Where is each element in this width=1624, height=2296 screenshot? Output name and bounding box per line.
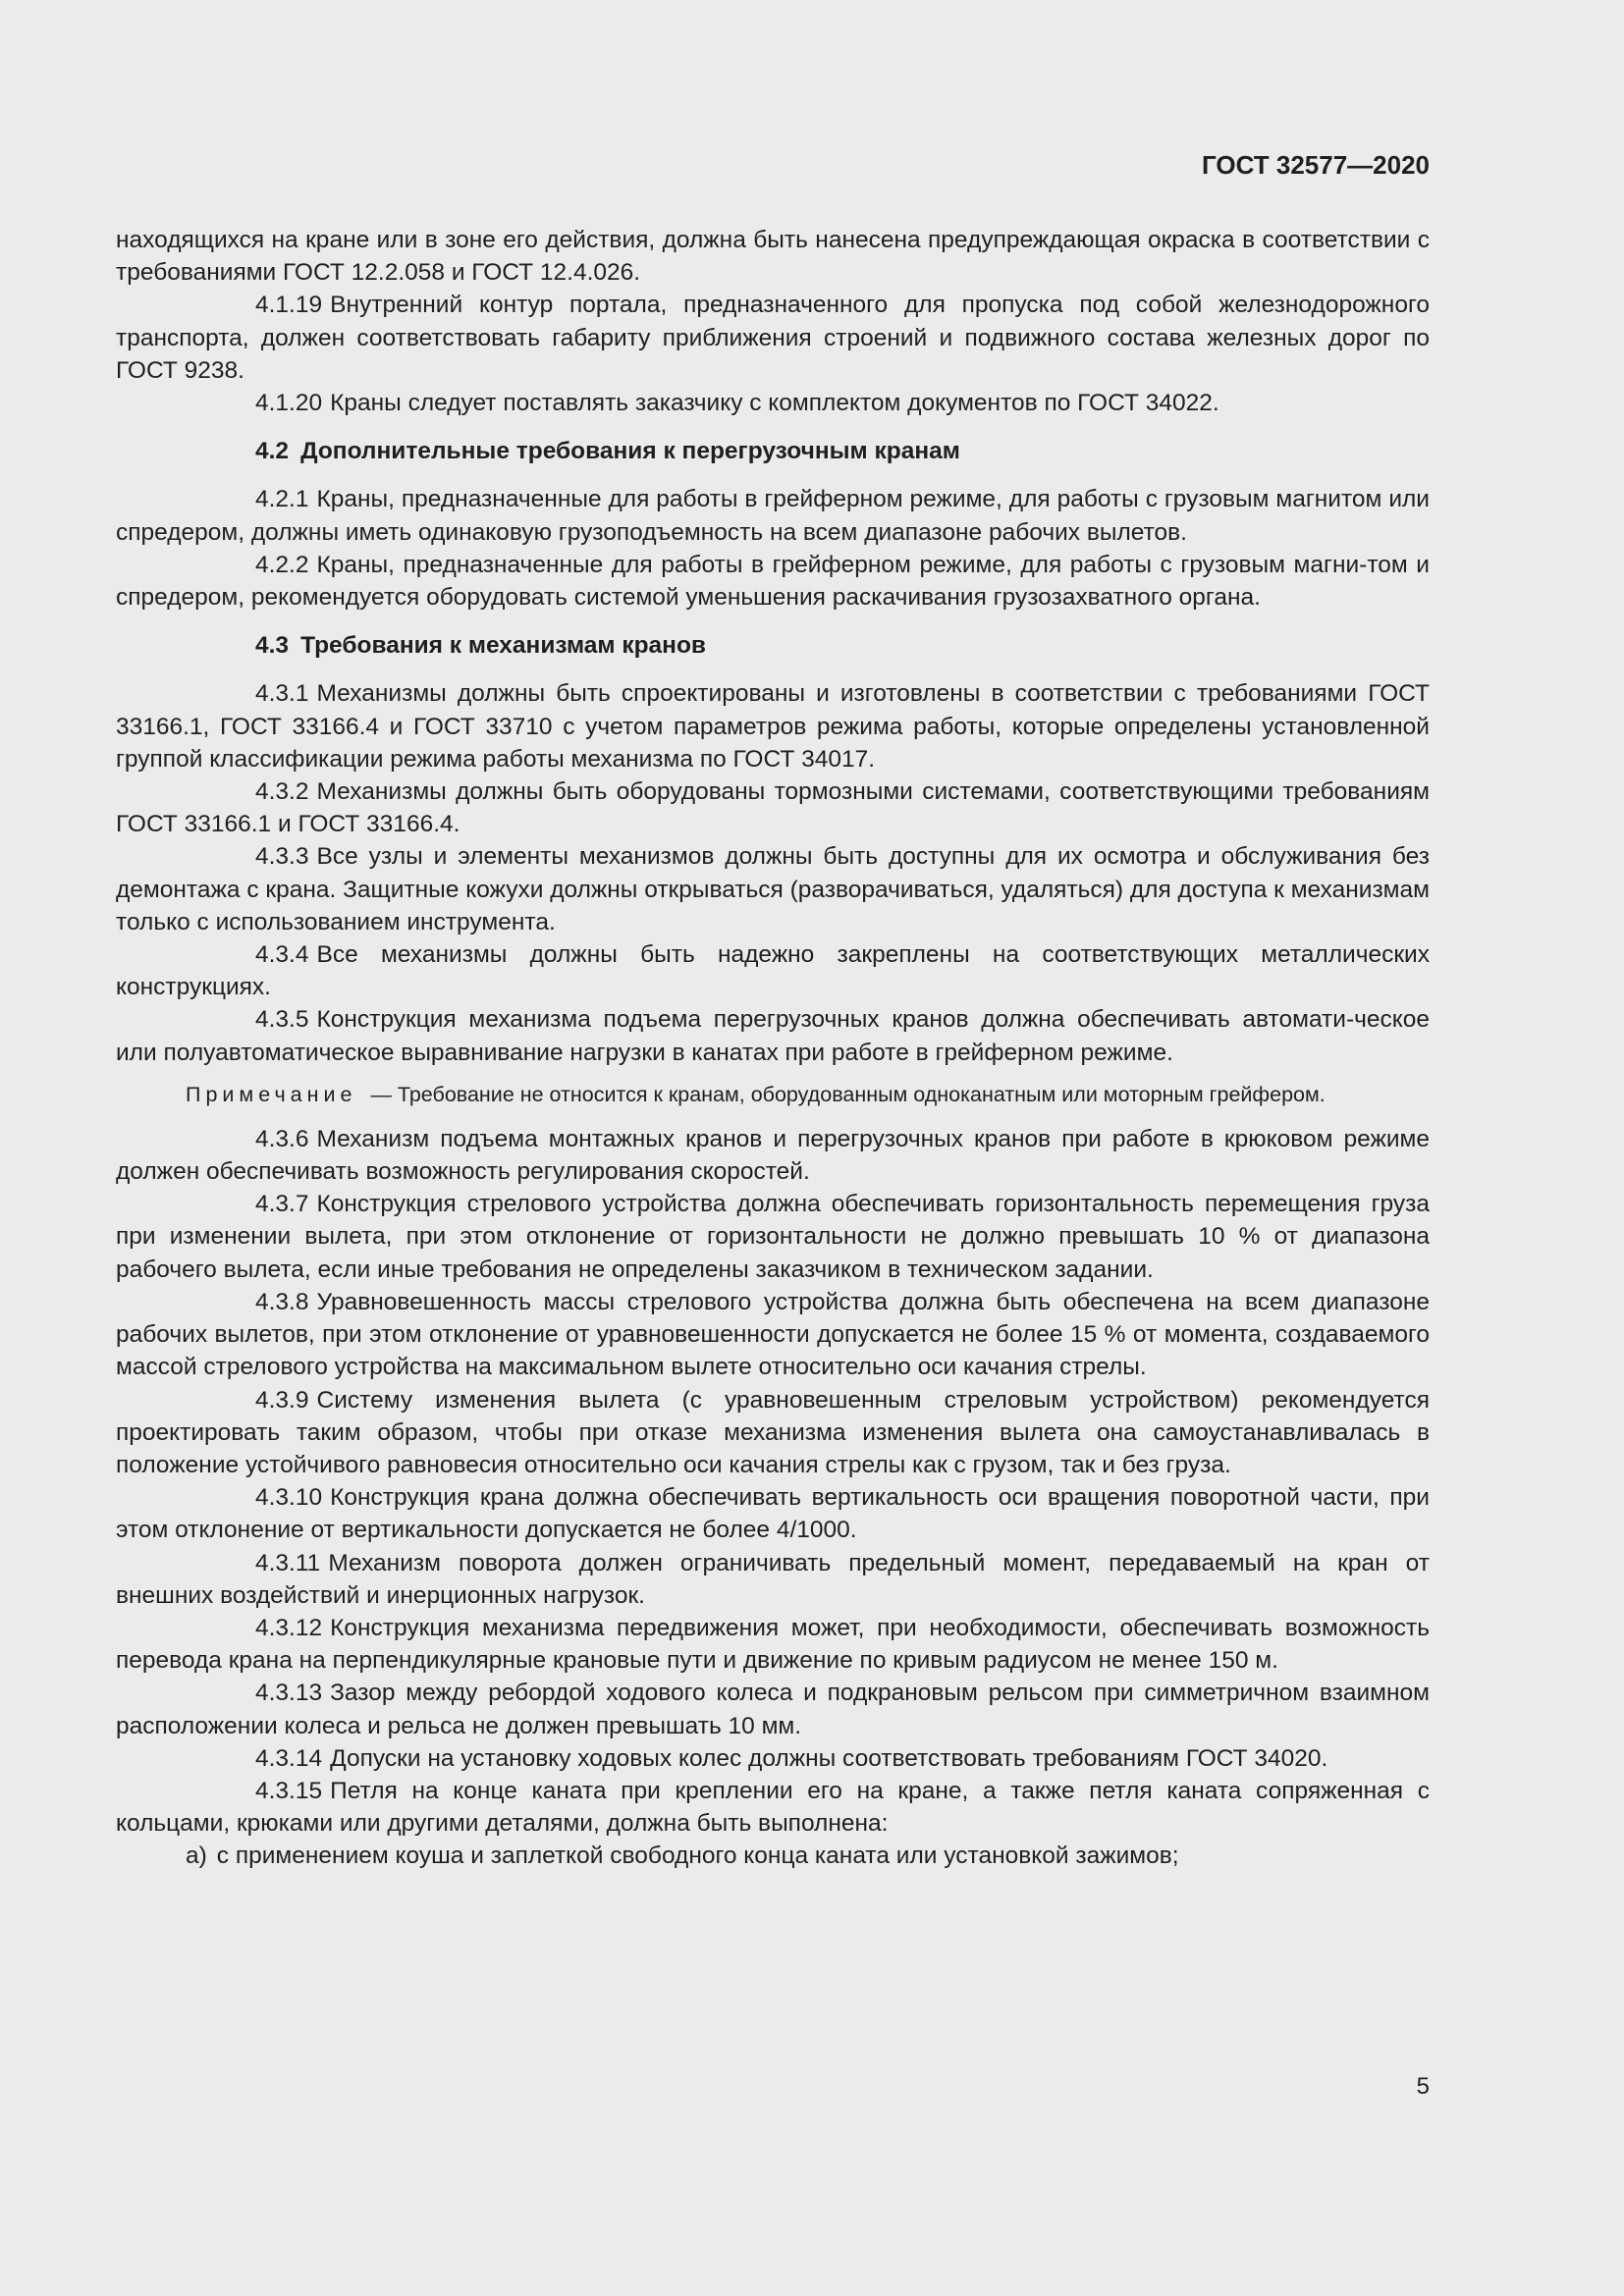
clause-number: 4.3.11 xyxy=(255,1549,321,1576)
clause-number: 4.3.8 xyxy=(255,1288,309,1315)
clause-text: Петля на конце каната при креплении его на кране, а также петля каната сопряженная с кольцами, крюками или другими деталями, должна быть выполнена: xyxy=(116,1777,1430,1838)
clause-4-3-8 xyxy=(116,1286,1430,1384)
clause-text: Конструкция стрелового устройства должна обеспечивать горизонтальность перемещения груза при изменении вылета, при этом отклонение от горизонтальности не должно превышать 10 % от диапазона рабочего вылета, если иные требования не определены заказчиком в техническом задании. xyxy=(116,1191,1430,1283)
note-label: Примечание xyxy=(186,1082,357,1106)
intro-paragraph: находящихся на кране или в зоне его действия, должна быть нанесена предупреждающая окраска в соответствии с требованиями ГОСТ 12.2.058 и ГОСТ 12.4.026. xyxy=(116,227,1430,287)
clause-4-3-9 xyxy=(116,1384,1430,1482)
clause-number: 4.3.13 xyxy=(255,1680,323,1707)
clause-4-3-14 xyxy=(116,1742,1430,1775)
clause-text: Механизм поворота должен ограничивать предельный момент, передаваемый на кран от внешних воздействий и инерционных нагрузок. xyxy=(116,1549,1430,1609)
section-heading-4-3 xyxy=(116,629,1430,662)
clause-text: Все механизмы должны быть надежно закреплены на соответствующих металлических конструкциях. xyxy=(116,941,1430,1001)
clause-text: Все узлы и элементы механизмов должны быть доступны для их осмотра и обслуживания без демонтажа с крана. Защитные кожухи должны открываться (разворачиваться, удаляться) для доступа к механизмам только с использованием инструмента. xyxy=(116,843,1430,935)
page-number: 5 xyxy=(1416,2073,1430,2100)
clause-text: Допуски на установку ходовых колес должны соответствовать требованиям ГОСТ 34020. xyxy=(330,1744,1328,1772)
clause-4-3-4 xyxy=(116,938,1430,1003)
clause-text: Уравновешенность массы стрелового устройства должна быть обеспечена на всем диапазоне рабочих вылетов, при этом отклонение от уравновешенности допускается не более 15 % от момента, создаваемого массой стрелового устройства на максимальном вылете относительно оси качания стрелы. xyxy=(116,1288,1430,1381)
clause-4-3-12 xyxy=(116,1612,1430,1677)
clause-4-3-10 xyxy=(116,1481,1430,1546)
clause-text: Краны, предназначенные для работы в грейферном режиме, для работы с грузовым магнитом или спредером, должны иметь одинаковую грузоподъемность на всем диапазоне рабочих вылетов. xyxy=(116,486,1430,546)
clause-number: 4.3.2 xyxy=(255,778,309,806)
clause-number: 4.1.20 xyxy=(255,390,323,417)
clause-text: Механизм подъема монтажных кранов и перегрузочных кранов при работе в крюковом режиме должен обеспечивать возможность регулирования скоростей. xyxy=(116,1125,1430,1186)
clause-text: Механизмы должны быть спроектированы и изготовлены в соответствии с требованиями ГОСТ 33166.1, ГОСТ 33166.4 и ГОСТ 33710 с учетом параметров режима работы, которые определены установленной группой классификации режима работы механизма по ГОСТ 34017. xyxy=(116,680,1430,773)
clause-number: 4.3.14 xyxy=(255,1744,323,1772)
clause-text: Конструкция механизма подъема перегрузочных кранов должна обеспечивать автомати-ческое или полуавтоматическое выравнивание нагрузки в канатах при работе в грейферном режиме. xyxy=(116,1006,1430,1066)
clause-4-3-6 xyxy=(116,1123,1430,1188)
list-letter: а) xyxy=(186,1842,207,1870)
clause-4-3-7 xyxy=(116,1188,1430,1286)
clause-number: 4.3.1 xyxy=(255,680,309,708)
section-title: Требования к механизмам кранов xyxy=(300,632,706,660)
section-number: 4.2 xyxy=(255,438,290,465)
clause-number: 4.3.4 xyxy=(255,941,309,969)
clause-number: 4.2.2 xyxy=(255,551,309,578)
clause-text: Конструкция крана должна обеспечивать вертикальность оси вращения поворотной части, при этом отклонение от вертикальности допускается не более 4/1000. xyxy=(116,1484,1430,1544)
clause-4-1-20 xyxy=(116,387,1430,419)
clause-4-2-1 xyxy=(116,483,1430,548)
clause-number: 4.3.12 xyxy=(255,1614,323,1641)
clause-4-3-3 xyxy=(116,840,1430,938)
clause-text: Конструкция механизма передвижения может, при необходимости, обеспечивать возможность перевода крана на перпендикулярные крановые пути и движение по кривым радиусом не менее 150 м. xyxy=(116,1614,1430,1675)
clause-text: Краны, предназначенные для работы в грейферном режиме, для работы с грузовым магни-том и спредером, рекомендуется оборудовать системой уменьшения раскачивания грузозахватного органа. xyxy=(116,551,1430,612)
clause-number: 4.2.1 xyxy=(255,486,309,513)
list-item-a xyxy=(116,1840,1430,1872)
clause-number: 4.3.10 xyxy=(255,1484,323,1512)
clause-4-3-11 xyxy=(116,1547,1430,1612)
clause-number: 4.3.5 xyxy=(255,1006,309,1034)
clause-number: 4.3.3 xyxy=(255,843,309,871)
clause-number: 4.1.19 xyxy=(255,292,323,319)
note-paragraph xyxy=(116,1081,1430,1109)
clause-4-1-19 xyxy=(116,289,1430,387)
document-code-header: ГОСТ 32577—2020 xyxy=(1202,150,1430,180)
clause-4-2-2 xyxy=(116,549,1430,614)
clause-text: Зазор между ребордой ходового колеса и подкрановым рельсом при симметричном взаимном расположении колеса и рельса не должен превышать 10 мм. xyxy=(116,1680,1430,1739)
clause-4-3-2 xyxy=(116,775,1430,840)
clause-text: Внутренний контур портала, предназначенного для пропуска под собой железнодорожного транспорта, должен соответствовать габариту приближения строений и подвижного состава железных дорог по ГОСТ 9238. xyxy=(116,292,1430,384)
clause-4-3-5 xyxy=(116,1003,1430,1068)
clause-4-3-13 xyxy=(116,1677,1430,1741)
clause-text: Краны следует поставлять заказчику с комплектом документов по ГОСТ 34022. xyxy=(330,390,1219,417)
clause-number: 4.3.7 xyxy=(255,1191,309,1218)
clause-4-3-1 xyxy=(116,677,1430,775)
section-heading-4-2 xyxy=(116,435,1430,467)
section-title: Дополнительные требования к перегрузочным кранам xyxy=(300,438,960,465)
clause-number: 4.3.15 xyxy=(255,1777,323,1804)
clause-number: 4.3.6 xyxy=(255,1125,309,1152)
list-item-text: с применением коуша и заплеткой свободного конца каната или установкой зажимов; xyxy=(216,1842,1179,1870)
section-number: 4.3 xyxy=(255,632,290,660)
clause-4-3-15 xyxy=(116,1775,1430,1840)
clause-text: Систему изменения вылета (с уравновешенным стреловым устройством) рекомендуется проектировать таким образом, чтобы при отказе механизма изменения вылета она самоустанавливалась в положение устойчивого равновесия относительно оси качания стрелы как с грузом, так и без груза. xyxy=(116,1386,1430,1478)
document-body xyxy=(116,224,1430,1873)
clause-text: Механизмы должны быть оборудованы тормозными системами, соответствующими требованиям ГОСТ 33166.1 и ГОСТ 33166.4. xyxy=(116,778,1430,838)
note-text: — Требование не относится к кранам, оборудованным одноканатным или моторным грейфером. xyxy=(370,1082,1326,1106)
clause-number: 4.3.9 xyxy=(255,1386,309,1414)
